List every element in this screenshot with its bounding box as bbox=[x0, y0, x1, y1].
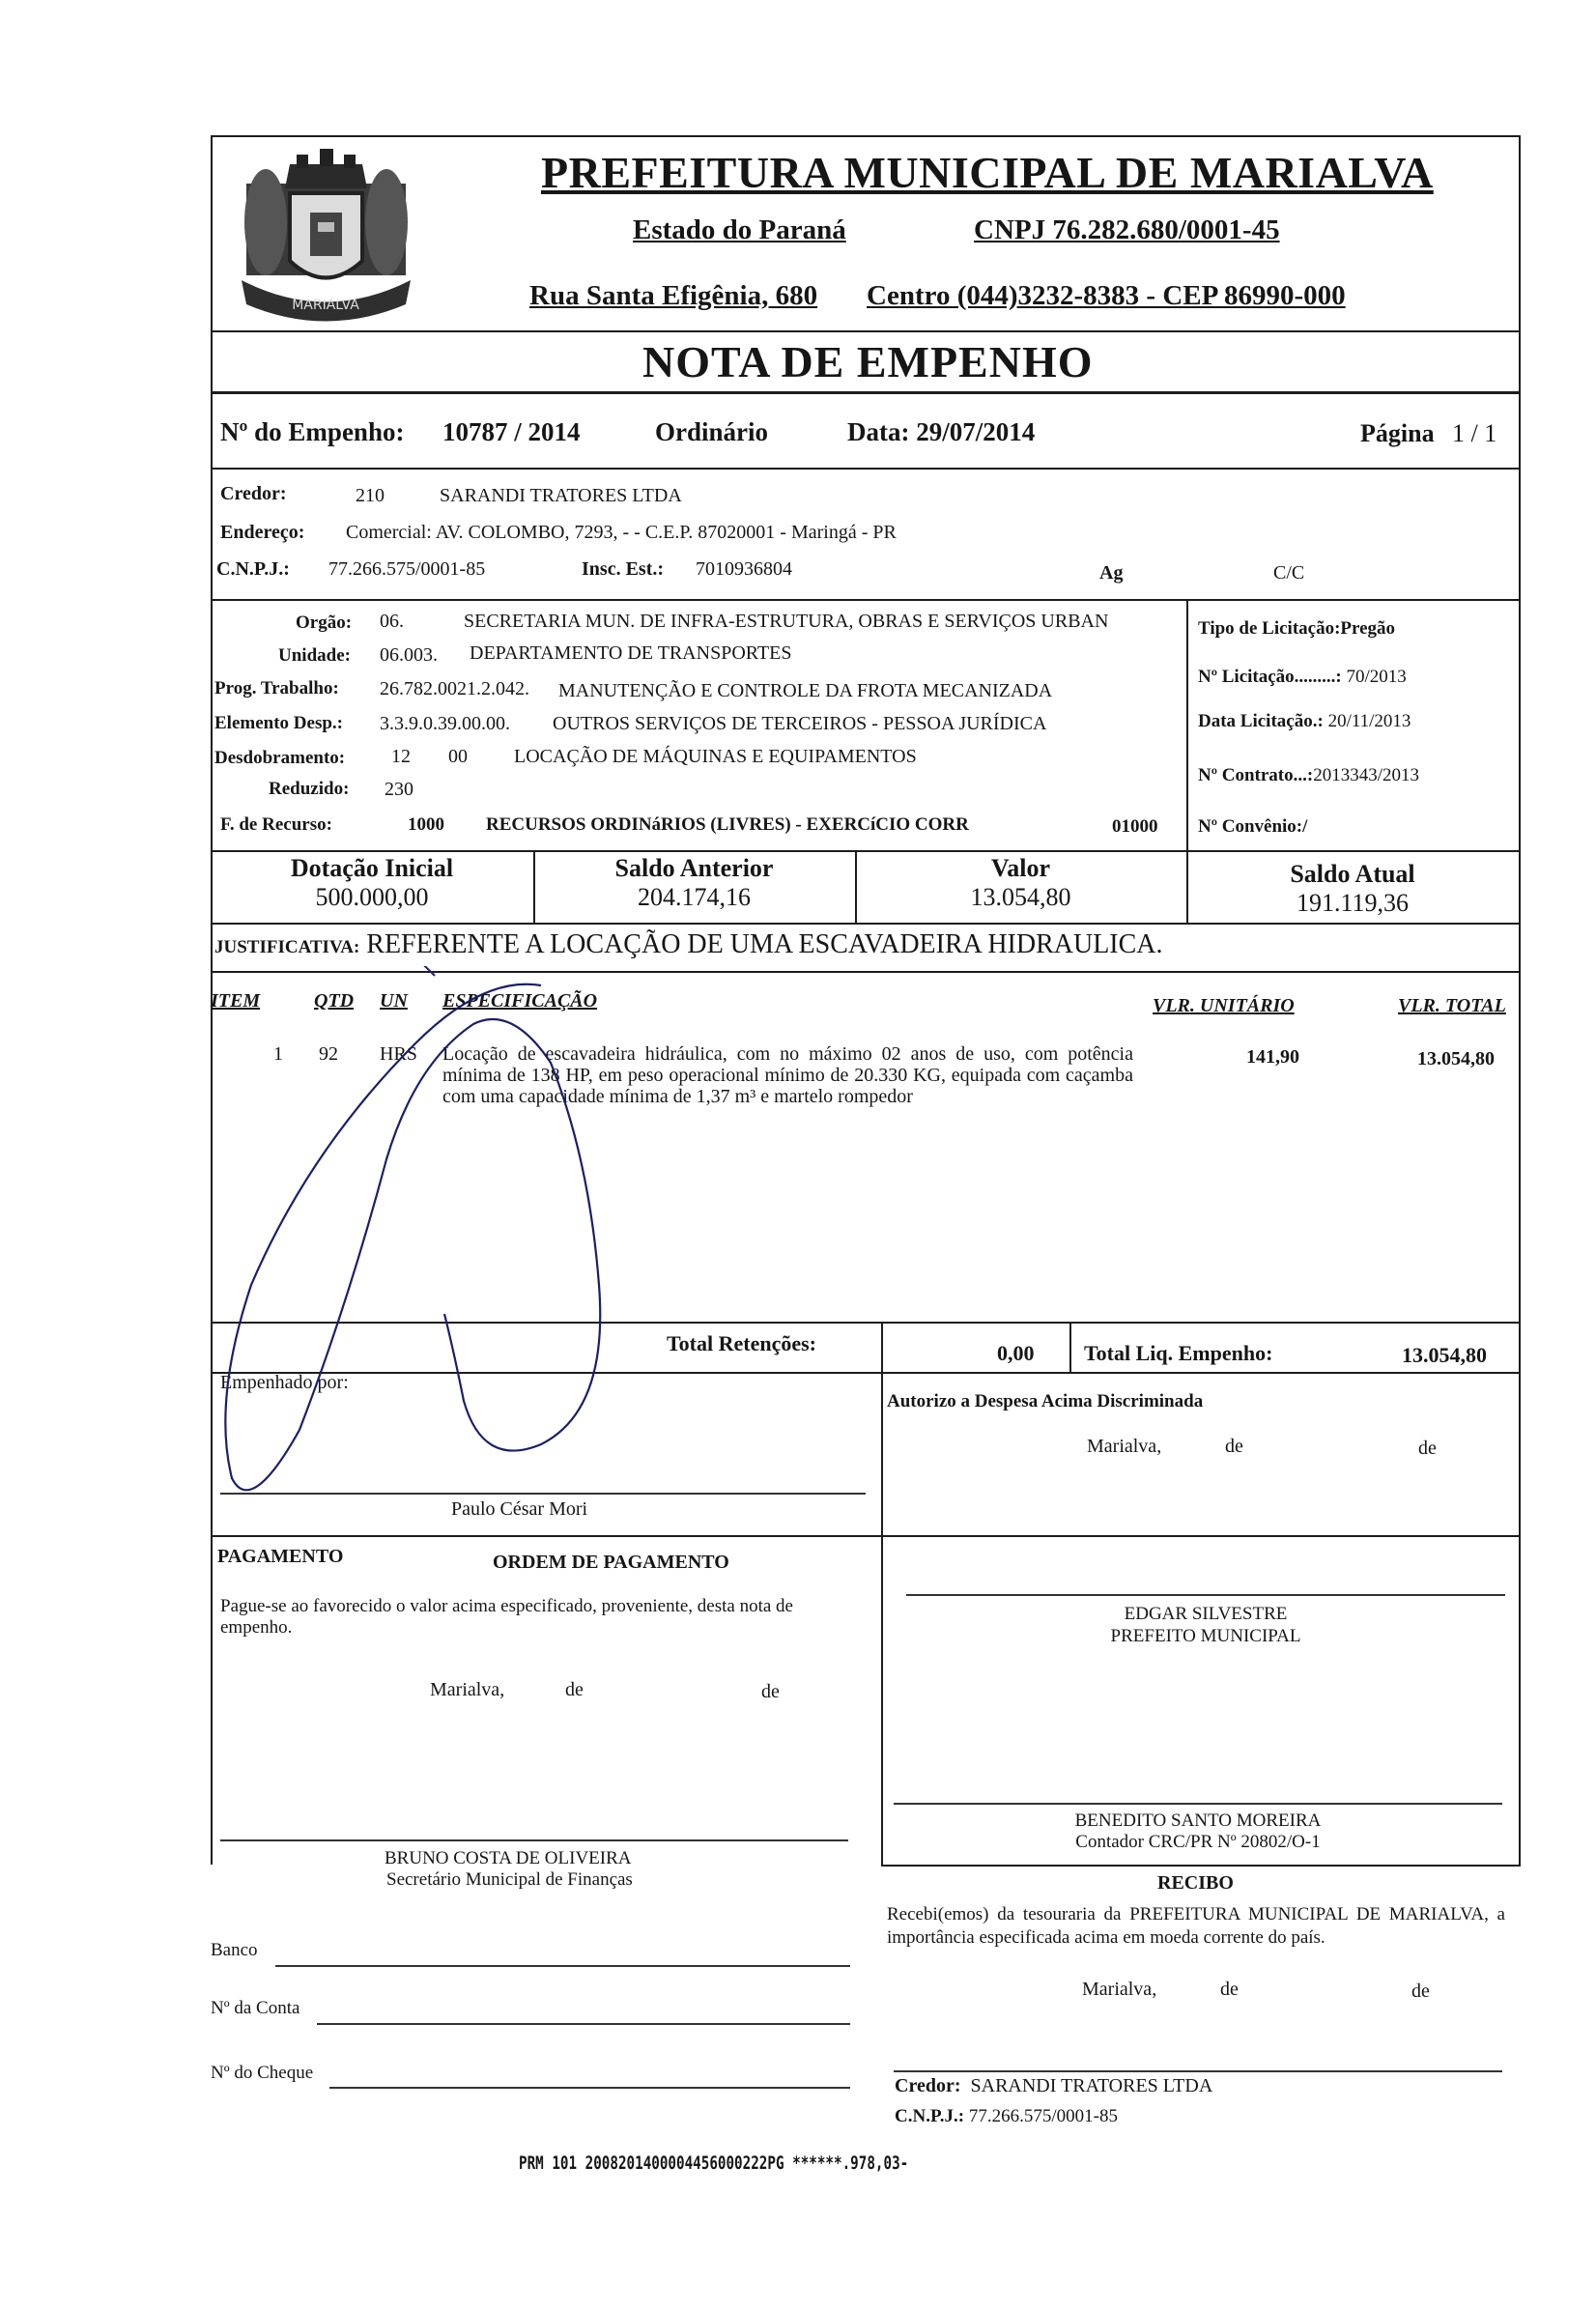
reduzido-label: Reduzido: bbox=[269, 779, 350, 799]
col-un: UN bbox=[380, 990, 408, 1012]
document-title: NOTA DE EMPENHO bbox=[642, 337, 1094, 386]
page-label: Página bbox=[1360, 419, 1435, 447]
unidade-desc: DEPARTAMENTO DE TRANSPORTES bbox=[470, 642, 792, 664]
credor-address: Comercial: AV. COLOMBO, 7293, - - C.E.P. 87020001 - Maringá - PR bbox=[346, 522, 897, 543]
unidade-code: 06.003. bbox=[380, 644, 438, 666]
totals-separator bbox=[881, 1322, 883, 1373]
recibo-title: RECIBO bbox=[1157, 1872, 1234, 1894]
divider bbox=[211, 330, 1521, 332]
empenhado-name: Paulo César Mori bbox=[451, 1498, 588, 1520]
col-unit-value: VLR. UNITÁRIO bbox=[1153, 995, 1295, 1016]
saldo-atual-value: 191.119,36 bbox=[1296, 889, 1410, 917]
orgao-code: 06. bbox=[380, 611, 404, 632]
recibo-de1: de bbox=[1220, 1979, 1239, 2000]
fonte-label: F. de Recurso: bbox=[220, 814, 332, 835]
fonte-desc: RECURSOS ORDINáRIOS (LIVRES) - EXERCíCIO CORR bbox=[486, 814, 969, 835]
orgao-desc: SECRETARIA MUN. DE INFRA-ESTRUTURA, OBRAS E SERVIÇOS URBAN bbox=[464, 611, 1109, 632]
numero-contrato-label: Nº Contrato...: bbox=[1198, 765, 1314, 785]
accountant-name: BENEDITO SANTO MOREIRA bbox=[1074, 1810, 1322, 1831]
saldo-anterior-value: 204.174,16 bbox=[638, 883, 751, 911]
conta-line bbox=[317, 2023, 850, 2025]
desdobramento-desc: LOCAÇÃO DE MÁQUINAS E EQUIPAMENTOS bbox=[514, 746, 917, 767]
data-licitacao-label: Data Licitação.: bbox=[1198, 711, 1324, 731]
prog-code: 26.782.0021.2.042. bbox=[380, 678, 529, 699]
recibo-signature-line bbox=[894, 2070, 1502, 2072]
totals-separator bbox=[1069, 1322, 1071, 1373]
item-spec: Locação de escavadeira hidráulica, com no máximo 02 anos de uso, com potência mínima de 138 HP, em peso operacional mínimo de 20.330 KG, equipada com caçamba com uma capacidade mínima de 1,37 m³ e martelo rompedor bbox=[442, 1043, 1133, 1107]
col-qtd: QTD bbox=[314, 990, 355, 1012]
fonte-code: 1000 bbox=[408, 814, 444, 835]
divider bbox=[211, 599, 1521, 601]
endereco-label: Endereço: bbox=[220, 522, 305, 543]
desdobramento-code: 12 bbox=[391, 746, 411, 767]
dotacao-label: Dotação Inicial bbox=[290, 854, 454, 882]
saldo-atual-label: Saldo Atual bbox=[1290, 860, 1415, 888]
empenho-date: Data: 29/07/2014 bbox=[847, 417, 1036, 446]
credor-cnpj-label: C.N.P.J.: bbox=[216, 558, 290, 580]
col-spec: ESPECIFICAÇÃO bbox=[442, 990, 598, 1012]
mayor-name: EDGAR SILVESTRE bbox=[1124, 1604, 1288, 1624]
conta-corrente-label: C/C bbox=[1273, 562, 1305, 584]
numero-contrato bbox=[1198, 765, 1419, 786]
empenho-type: Ordinário bbox=[655, 417, 769, 446]
recibo-cnpj bbox=[895, 2106, 1118, 2127]
address-street: Rua Santa Efigênia, 680 bbox=[529, 280, 818, 311]
divider bbox=[211, 850, 1521, 852]
address-rest: Centro (044)3232-8383 - CEP 86990-000 bbox=[867, 280, 1346, 311]
handwritten-signature bbox=[193, 966, 638, 1507]
divider bbox=[211, 468, 1521, 470]
valor-label: Valor bbox=[990, 854, 1051, 882]
agencia-label: Ag bbox=[1099, 562, 1124, 584]
recibo-cnpj-label: C.N.P.J.: bbox=[895, 2106, 965, 2126]
inscricao-value: 7010936804 bbox=[696, 558, 792, 580]
section-separator bbox=[881, 1535, 883, 1865]
prog-desc: MANUTENÇÃO E CONTROLE DA FROTA MECANIZADA bbox=[558, 680, 1053, 701]
recibo-de2: de bbox=[1411, 1981, 1430, 2002]
secretary-signature-line bbox=[220, 1839, 848, 1841]
credor-label: Credor: bbox=[220, 483, 287, 504]
autorizo-de2: de bbox=[1418, 1438, 1437, 1459]
elemento-label: Elemento Desp.: bbox=[214, 713, 343, 733]
page-value: 1 / 1 bbox=[1452, 419, 1497, 447]
item-un: HRS bbox=[380, 1043, 417, 1065]
svg-text:MARIALVA: MARIALVA bbox=[292, 298, 359, 313]
credor-code: 210 bbox=[356, 485, 385, 506]
numero-convenio: Nº Convênio:/ bbox=[1198, 816, 1308, 837]
unidade-label: Unidade: bbox=[278, 645, 351, 666]
desdobramento-label: Desdobramento: bbox=[214, 748, 346, 768]
recibo-top-border bbox=[881, 1865, 1521, 1867]
autorizo-de1: de bbox=[1225, 1436, 1243, 1457]
pagamento-text: Pague-se ao favorecido o valor acima especificado, proveniente, desta nota de empenho. bbox=[220, 1596, 793, 1638]
numero-contrato-value: 2013343/2013 bbox=[1313, 765, 1419, 785]
item-qtd: 92 bbox=[319, 1043, 338, 1065]
empenho-number: 10787 / 2014 bbox=[442, 417, 581, 446]
recibo-credor bbox=[895, 2075, 1212, 2097]
justificativa-label: JUSTIFICATIVA: bbox=[214, 937, 360, 957]
autorizo-label: Autorizo a Despesa Acima Discriminada bbox=[887, 1391, 1204, 1411]
elemento-code: 3.3.9.0.39.00.00. bbox=[380, 713, 510, 734]
banco-label: Banco bbox=[211, 1940, 258, 1960]
divider bbox=[211, 1535, 1521, 1537]
item-total-value: 13.054,80 bbox=[1417, 1048, 1495, 1069]
tipo-licitacao-text: Tipo de Licitação:Pregão bbox=[1198, 618, 1396, 639]
col-item: ITEM bbox=[211, 990, 261, 1012]
cnpj-header: CNPJ 76.282.680/0001-45 bbox=[974, 214, 1280, 245]
ordem-pagamento-label: ORDEM DE PAGAMENTO bbox=[493, 1552, 729, 1573]
empenhado-label: Empenhado por: bbox=[220, 1372, 349, 1393]
credor-name: SARANDI TRATORES LTDA bbox=[440, 485, 682, 506]
fonte-code2: 01000 bbox=[1112, 816, 1158, 837]
dotacao-value: 500.000,00 bbox=[315, 883, 429, 911]
saldo-anterior-label: Saldo Anterior bbox=[614, 854, 774, 882]
empenho-label: Nº do Empenho: bbox=[220, 417, 405, 446]
right-border bbox=[1519, 135, 1521, 1865]
municipality-title: PREFEITURA MUNICIPAL DE MARIALVA bbox=[541, 148, 1434, 197]
desdobramento-code2: 00 bbox=[448, 746, 468, 767]
justificativa bbox=[214, 929, 1163, 960]
divider bbox=[211, 923, 1521, 925]
numero-licitacao bbox=[1198, 667, 1407, 688]
tipo-licitacao bbox=[1198, 618, 1395, 640]
recibo-credor-name: SARANDI TRATORES LTDA bbox=[970, 2075, 1213, 2096]
liquido-label: Total Liq. Empenho: bbox=[1084, 1341, 1273, 1365]
mayor-signature-line bbox=[906, 1594, 1505, 1596]
valor-value: 13.054,80 bbox=[970, 883, 1071, 911]
pagamento-de2: de bbox=[761, 1681, 780, 1702]
col-total-value: VLR. TOTAL bbox=[1398, 995, 1506, 1016]
conta-label: Nº da Conta bbox=[211, 1998, 300, 2018]
pagamento-city: Marialva, bbox=[430, 1679, 505, 1700]
numero-licitacao-label: Nº Licitação.........: bbox=[1198, 667, 1342, 687]
autorizo-city: Marialva, bbox=[1087, 1436, 1162, 1457]
justificativa-text: REFERENTE A LOCAÇÃO DE UMA ESCAVADEIRA HIDRAULICA. bbox=[366, 929, 1163, 959]
coat-of-arms bbox=[237, 145, 415, 328]
secretary-name: BRUNO COSTA DE OLIVEIRA bbox=[385, 1848, 632, 1868]
cheque-line bbox=[329, 2087, 850, 2089]
secretary-title: Secretário Municipal de Finanças bbox=[386, 1869, 633, 1890]
inscricao-label: Insc. Est.: bbox=[582, 558, 665, 580]
reduzido-value: 230 bbox=[385, 779, 413, 800]
pagamento-label: PAGAMENTO bbox=[217, 1546, 344, 1567]
divider bbox=[211, 391, 1521, 394]
orgao-label: Orgão: bbox=[296, 613, 353, 633]
credor-cnpj: 77.266.575/0001-85 bbox=[328, 558, 486, 580]
data-licitacao bbox=[1198, 711, 1411, 732]
footer-code: PRM 101 2008201400004456000222PG ******.978,03- bbox=[519, 2152, 909, 2174]
accountant-signature-line bbox=[894, 1803, 1502, 1805]
licitacao-separator bbox=[1186, 599, 1188, 852]
state-label: Estado do Paraná bbox=[633, 214, 846, 245]
top-border bbox=[211, 135, 1521, 137]
recibo-credor-label: Credor: bbox=[895, 2075, 961, 2096]
banco-line bbox=[275, 1965, 850, 1967]
cheque-label: Nº do Cheque bbox=[211, 2063, 314, 2083]
pagamento-de1: de bbox=[565, 1679, 584, 1700]
recibo-cnpj-value: 77.266.575/0001-85 bbox=[968, 2106, 1118, 2126]
numero-licitacao-value: 70/2013 bbox=[1346, 667, 1407, 687]
recibo-text: Recebi(emos) da tesouraria da PREFEITURA MUNICIPAL DE MARIALVA, a importância especificada acima em moeda corrente do país. bbox=[887, 1904, 1505, 1948]
prog-label: Prog. Trabalho: bbox=[214, 678, 339, 698]
data-licitacao-value: 20/11/2013 bbox=[1327, 711, 1411, 731]
item-number: 1 bbox=[273, 1043, 283, 1065]
liquido-value: 13.054,80 bbox=[1402, 1343, 1487, 1367]
mayor-title: PREFEITO MUNICIPAL bbox=[1110, 1626, 1301, 1646]
accountant-title: Contador CRC/PR Nº 20802/O-1 bbox=[1075, 1832, 1321, 1852]
section-separator bbox=[881, 1372, 883, 1536]
retencoes-value: 0,00 bbox=[997, 1341, 1035, 1365]
elemento-desc: OUTROS SERVIÇOS DE TERCEIROS - PESSOA JURÍDICA bbox=[553, 713, 1047, 734]
item-unit-value: 141,90 bbox=[1246, 1046, 1299, 1068]
retencoes-label: Total Retenções: bbox=[667, 1331, 816, 1355]
recibo-city: Marialva, bbox=[1082, 1979, 1157, 2000]
